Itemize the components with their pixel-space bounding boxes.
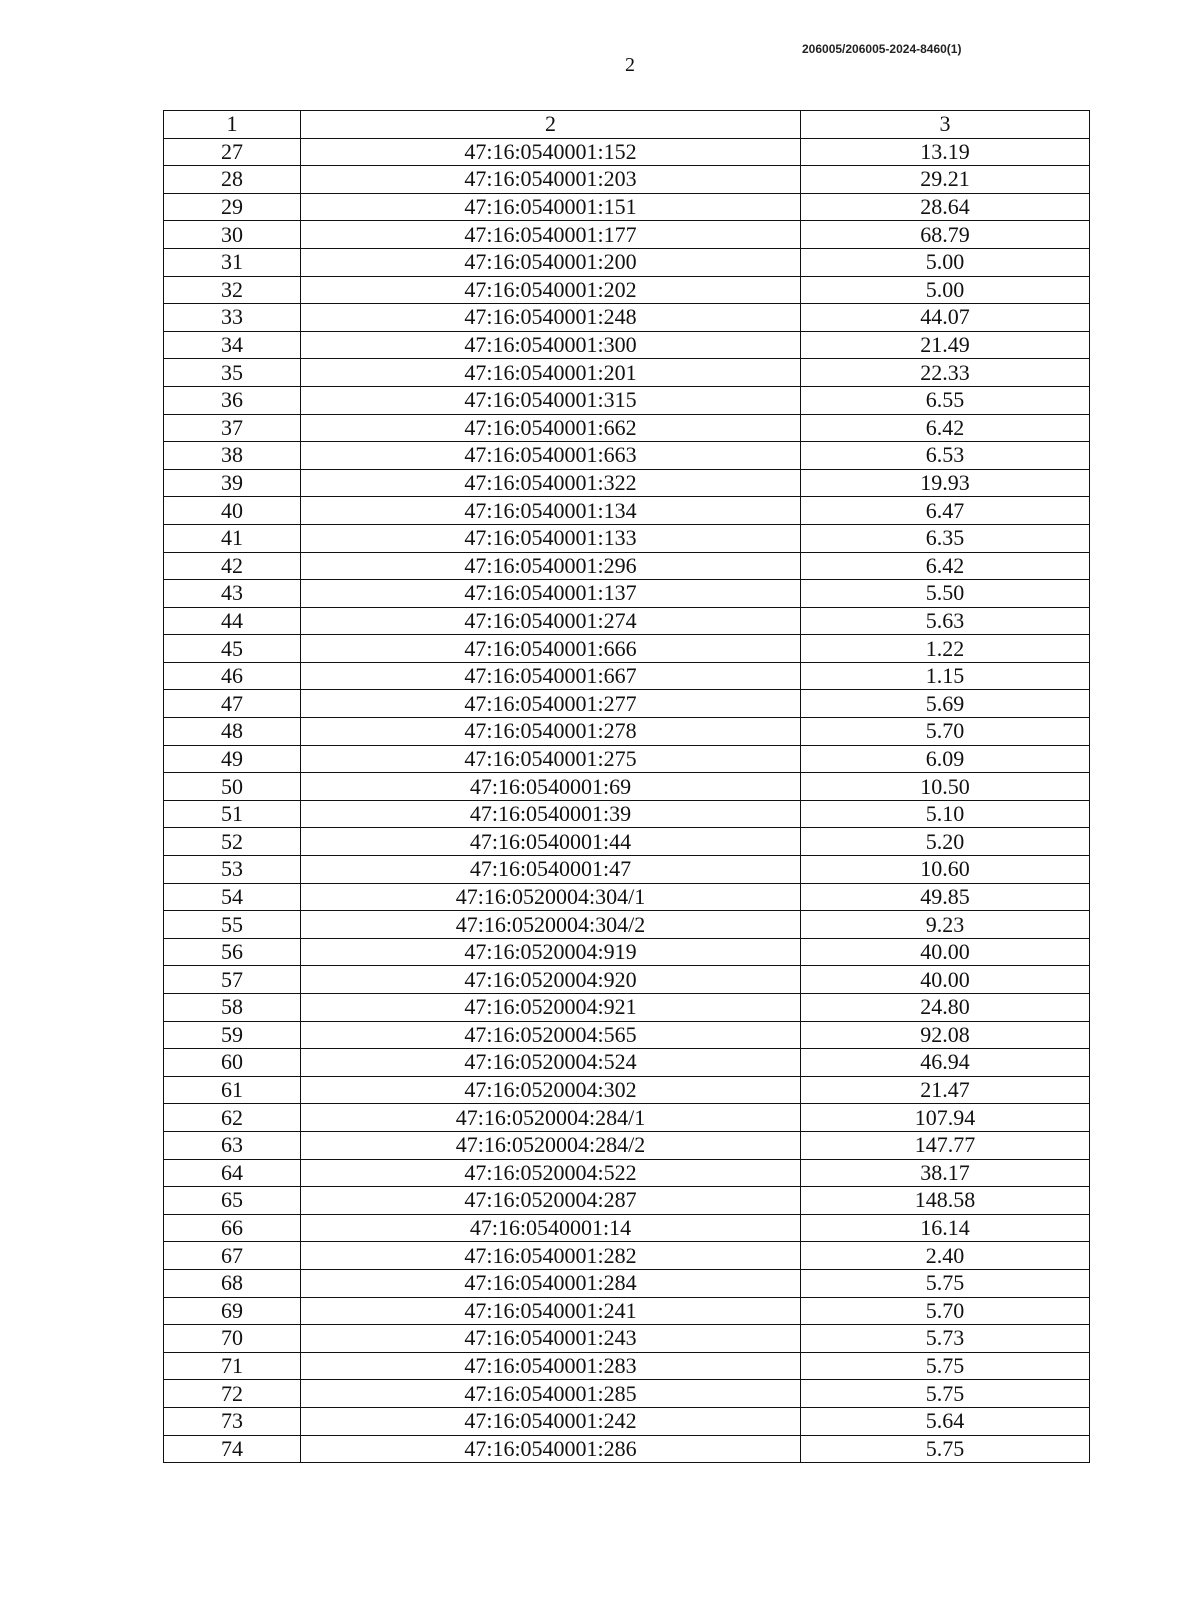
table-row: [164, 856, 1090, 884]
value-cell: 38.17: [801, 1159, 1090, 1187]
value-cell: 5.64: [801, 1407, 1090, 1435]
row-number-cell: 71: [164, 1352, 301, 1380]
table-row: [164, 800, 1090, 828]
table-row: [164, 1435, 1090, 1463]
value-cell: 1.22: [801, 635, 1090, 663]
row-number-cell: 61: [164, 1076, 301, 1104]
value-cell: 9.23: [801, 911, 1090, 939]
row-number-cell: 55: [164, 911, 301, 939]
row-number-cell: 65: [164, 1187, 301, 1215]
row-number-cell: 48: [164, 718, 301, 746]
table-row: [164, 524, 1090, 552]
document-reference: 206005/206005-2024-8460(1): [802, 42, 962, 56]
cadastral-number-cell: 47:16:0540001:285: [301, 1380, 801, 1408]
row-number-cell: 29: [164, 193, 301, 221]
table-row: [164, 248, 1090, 276]
table-row: [164, 1352, 1090, 1380]
value-cell: 6.09: [801, 745, 1090, 773]
value-cell: 5.69: [801, 690, 1090, 718]
cadastral-number-cell: 47:16:0540001:47: [301, 856, 801, 884]
value-cell: 5.00: [801, 248, 1090, 276]
cadastral-number-cell: 47:16:0520004:920: [301, 966, 801, 994]
table-row: [164, 414, 1090, 442]
value-cell: 68.79: [801, 221, 1090, 249]
table-row: [164, 1159, 1090, 1187]
value-cell: 16.14: [801, 1214, 1090, 1242]
cadastral-number-cell: 47:16:0520004:522: [301, 1159, 801, 1187]
table-row: [164, 138, 1090, 166]
row-number-cell: 45: [164, 635, 301, 663]
table-row: [164, 1131, 1090, 1159]
cadastral-number-cell: 47:16:0540001:662: [301, 414, 801, 442]
row-number-cell: 57: [164, 966, 301, 994]
value-cell: 19.93: [801, 469, 1090, 497]
row-number-cell: 41: [164, 524, 301, 552]
cadastral-number-cell: 47:16:0540001:286: [301, 1435, 801, 1463]
value-cell: 6.35: [801, 524, 1090, 552]
cadastral-number-cell: 47:16:0540001:322: [301, 469, 801, 497]
cadastral-number-cell: 47:16:0540001:248: [301, 304, 801, 332]
value-cell: 21.49: [801, 331, 1090, 359]
table-row: [164, 331, 1090, 359]
cadastral-number-cell: 47:16:0540001:315: [301, 386, 801, 414]
row-number-cell: 51: [164, 800, 301, 828]
value-cell: 148.58: [801, 1187, 1090, 1215]
cadastral-number-cell: 47:16:0540001:277: [301, 690, 801, 718]
row-number-cell: 74: [164, 1435, 301, 1463]
cadastral-number-cell: 47:16:0520004:565: [301, 1021, 801, 1049]
table-row: [164, 690, 1090, 718]
value-cell: 5.75: [801, 1380, 1090, 1408]
cadastral-number-cell: 47:16:0540001:283: [301, 1352, 801, 1380]
table-row: [164, 911, 1090, 939]
column-header: 1: [164, 111, 301, 139]
row-number-cell: 62: [164, 1104, 301, 1132]
cadastral-number-cell: 47:16:0520004:524: [301, 1049, 801, 1077]
table-row: [164, 773, 1090, 801]
cadastral-number-cell: 47:16:0540001:278: [301, 718, 801, 746]
value-cell: 40.00: [801, 938, 1090, 966]
row-number-cell: 70: [164, 1325, 301, 1353]
page-number: 2: [625, 54, 635, 76]
row-number-cell: 27: [164, 138, 301, 166]
cadastral-number-cell: 47:16:0540001:39: [301, 800, 801, 828]
table-header-row: [164, 111, 1090, 139]
value-cell: 5.10: [801, 800, 1090, 828]
value-cell: 6.53: [801, 442, 1090, 470]
table-row: [164, 1214, 1090, 1242]
value-cell: 5.75: [801, 1435, 1090, 1463]
value-cell: 5.20: [801, 828, 1090, 856]
table-row: [164, 1242, 1090, 1270]
table-row: [164, 1297, 1090, 1325]
value-cell: 5.50: [801, 580, 1090, 608]
cadastral-number-cell: 47:16:0540001:274: [301, 607, 801, 635]
value-cell: 6.42: [801, 414, 1090, 442]
table-row: [164, 1104, 1090, 1132]
row-number-cell: 72: [164, 1380, 301, 1408]
table-row: [164, 469, 1090, 497]
cadastral-number-cell: 47:16:0540001:241: [301, 1297, 801, 1325]
value-cell: 5.63: [801, 607, 1090, 635]
table-row: [164, 1187, 1090, 1215]
value-cell: 92.08: [801, 1021, 1090, 1049]
cadastral-number-cell: 47:16:0540001:667: [301, 662, 801, 690]
row-number-cell: 68: [164, 1269, 301, 1297]
value-cell: 107.94: [801, 1104, 1090, 1132]
value-cell: 21.47: [801, 1076, 1090, 1104]
value-cell: 10.60: [801, 856, 1090, 884]
value-cell: 10.50: [801, 773, 1090, 801]
row-number-cell: 40: [164, 497, 301, 525]
value-cell: 46.94: [801, 1049, 1090, 1077]
row-number-cell: 47: [164, 690, 301, 718]
cadastral-number-cell: 47:16:0540001:152: [301, 138, 801, 166]
cadastral-number-cell: 47:16:0520004:304/1: [301, 883, 801, 911]
cadastral-number-cell: 47:16:0520004:284/2: [301, 1131, 801, 1159]
column-header: 2: [301, 111, 801, 139]
table-row: [164, 718, 1090, 746]
table-row: [164, 166, 1090, 194]
table-row: [164, 1380, 1090, 1408]
row-number-cell: 52: [164, 828, 301, 856]
table-row: [164, 607, 1090, 635]
cadastral-number-cell: 47:16:0540001:69: [301, 773, 801, 801]
value-cell: 1.15: [801, 662, 1090, 690]
table-row: [164, 221, 1090, 249]
value-cell: 49.85: [801, 883, 1090, 911]
table-row: [164, 1076, 1090, 1104]
value-cell: 5.00: [801, 276, 1090, 304]
value-cell: 29.21: [801, 166, 1090, 194]
row-number-cell: 36: [164, 386, 301, 414]
table-row: [164, 828, 1090, 856]
row-number-cell: 37: [164, 414, 301, 442]
value-cell: 5.73: [801, 1325, 1090, 1353]
cadastral-number-cell: 47:16:0540001:203: [301, 166, 801, 194]
table-row: [164, 745, 1090, 773]
value-cell: 24.80: [801, 994, 1090, 1022]
row-number-cell: 67: [164, 1242, 301, 1270]
table-row: [164, 276, 1090, 304]
table-row: [164, 994, 1090, 1022]
cadastral-number-cell: 47:16:0540001:137: [301, 580, 801, 608]
cadastral-number-cell: 47:16:0540001:284: [301, 1269, 801, 1297]
cadastral-number-cell: 47:16:0540001:177: [301, 221, 801, 249]
row-number-cell: 56: [164, 938, 301, 966]
column-header: 3: [801, 111, 1090, 139]
cadastral-number-cell: 47:16:0520004:304/2: [301, 911, 801, 939]
value-cell: 6.42: [801, 552, 1090, 580]
value-cell: 44.07: [801, 304, 1090, 332]
cadastral-number-cell: 47:16:0540001:663: [301, 442, 801, 470]
cadastral-number-cell: 47:16:0520004:287: [301, 1187, 801, 1215]
row-number-cell: 50: [164, 773, 301, 801]
cadastral-number-cell: 47:16:0520004:919: [301, 938, 801, 966]
table-row: [164, 442, 1090, 470]
row-number-cell: 43: [164, 580, 301, 608]
value-cell: 40.00: [801, 966, 1090, 994]
value-cell: 5.70: [801, 718, 1090, 746]
row-number-cell: 49: [164, 745, 301, 773]
row-number-cell: 44: [164, 607, 301, 635]
table-row: [164, 662, 1090, 690]
cadastral-number-cell: 47:16:0520004:284/1: [301, 1104, 801, 1132]
cadastral-number-cell: 47:16:0540001:134: [301, 497, 801, 525]
value-cell: 2.40: [801, 1242, 1090, 1270]
row-number-cell: 31: [164, 248, 301, 276]
table-row: [164, 497, 1090, 525]
table-row: [164, 635, 1090, 663]
row-number-cell: 33: [164, 304, 301, 332]
cadastral-number-cell: 47:16:0540001:201: [301, 359, 801, 387]
row-number-cell: 54: [164, 883, 301, 911]
cadastral-number-cell: 47:16:0540001:666: [301, 635, 801, 663]
table-row: [164, 304, 1090, 332]
row-number-cell: 69: [164, 1297, 301, 1325]
row-number-cell: 63: [164, 1131, 301, 1159]
row-number-cell: 39: [164, 469, 301, 497]
row-number-cell: 58: [164, 994, 301, 1022]
row-number-cell: 66: [164, 1214, 301, 1242]
cadastral-number-cell: 47:16:0540001:275: [301, 745, 801, 773]
parcel-table: [163, 110, 1090, 1463]
cadastral-number-cell: 47:16:0540001:242: [301, 1407, 801, 1435]
value-cell: 22.33: [801, 359, 1090, 387]
value-cell: 5.75: [801, 1269, 1090, 1297]
row-number-cell: 32: [164, 276, 301, 304]
parcel-table-body: [164, 111, 1090, 1463]
row-number-cell: 38: [164, 442, 301, 470]
table-row: [164, 1407, 1090, 1435]
value-cell: 6.55: [801, 386, 1090, 414]
cadastral-number-cell: 47:16:0540001:296: [301, 552, 801, 580]
cadastral-number-cell: 47:16:0540001:14: [301, 1214, 801, 1242]
row-number-cell: 34: [164, 331, 301, 359]
table-row: [164, 966, 1090, 994]
row-number-cell: 28: [164, 166, 301, 194]
value-cell: 147.77: [801, 1131, 1090, 1159]
value-cell: 13.19: [801, 138, 1090, 166]
row-number-cell: 60: [164, 1049, 301, 1077]
cadastral-number-cell: 47:16:0540001:151: [301, 193, 801, 221]
row-number-cell: 59: [164, 1021, 301, 1049]
cadastral-number-cell: 47:16:0540001:202: [301, 276, 801, 304]
table-row: [164, 359, 1090, 387]
row-number-cell: 64: [164, 1159, 301, 1187]
table-row: [164, 193, 1090, 221]
cadastral-number-cell: 47:16:0540001:282: [301, 1242, 801, 1270]
row-number-cell: 46: [164, 662, 301, 690]
cadastral-number-cell: 47:16:0540001:133: [301, 524, 801, 552]
table-row: [164, 1021, 1090, 1049]
table-row: [164, 883, 1090, 911]
table-row: [164, 1325, 1090, 1353]
row-number-cell: 35: [164, 359, 301, 387]
table-row: [164, 938, 1090, 966]
value-cell: 28.64: [801, 193, 1090, 221]
value-cell: 5.70: [801, 1297, 1090, 1325]
table-row: [164, 1269, 1090, 1297]
cadastral-number-cell: 47:16:0540001:300: [301, 331, 801, 359]
cadastral-number-cell: 47:16:0520004:921: [301, 994, 801, 1022]
cadastral-number-cell: 47:16:0540001:44: [301, 828, 801, 856]
table-row: [164, 386, 1090, 414]
row-number-cell: 42: [164, 552, 301, 580]
table-row: [164, 552, 1090, 580]
value-cell: 5.75: [801, 1352, 1090, 1380]
table-row: [164, 580, 1090, 608]
table-row: [164, 1049, 1090, 1077]
row-number-cell: 30: [164, 221, 301, 249]
row-number-cell: 73: [164, 1407, 301, 1435]
value-cell: 6.47: [801, 497, 1090, 525]
cadastral-number-cell: 47:16:0540001:200: [301, 248, 801, 276]
cadastral-number-cell: 47:16:0540001:243: [301, 1325, 801, 1353]
cadastral-number-cell: 47:16:0520004:302: [301, 1076, 801, 1104]
row-number-cell: 53: [164, 856, 301, 884]
